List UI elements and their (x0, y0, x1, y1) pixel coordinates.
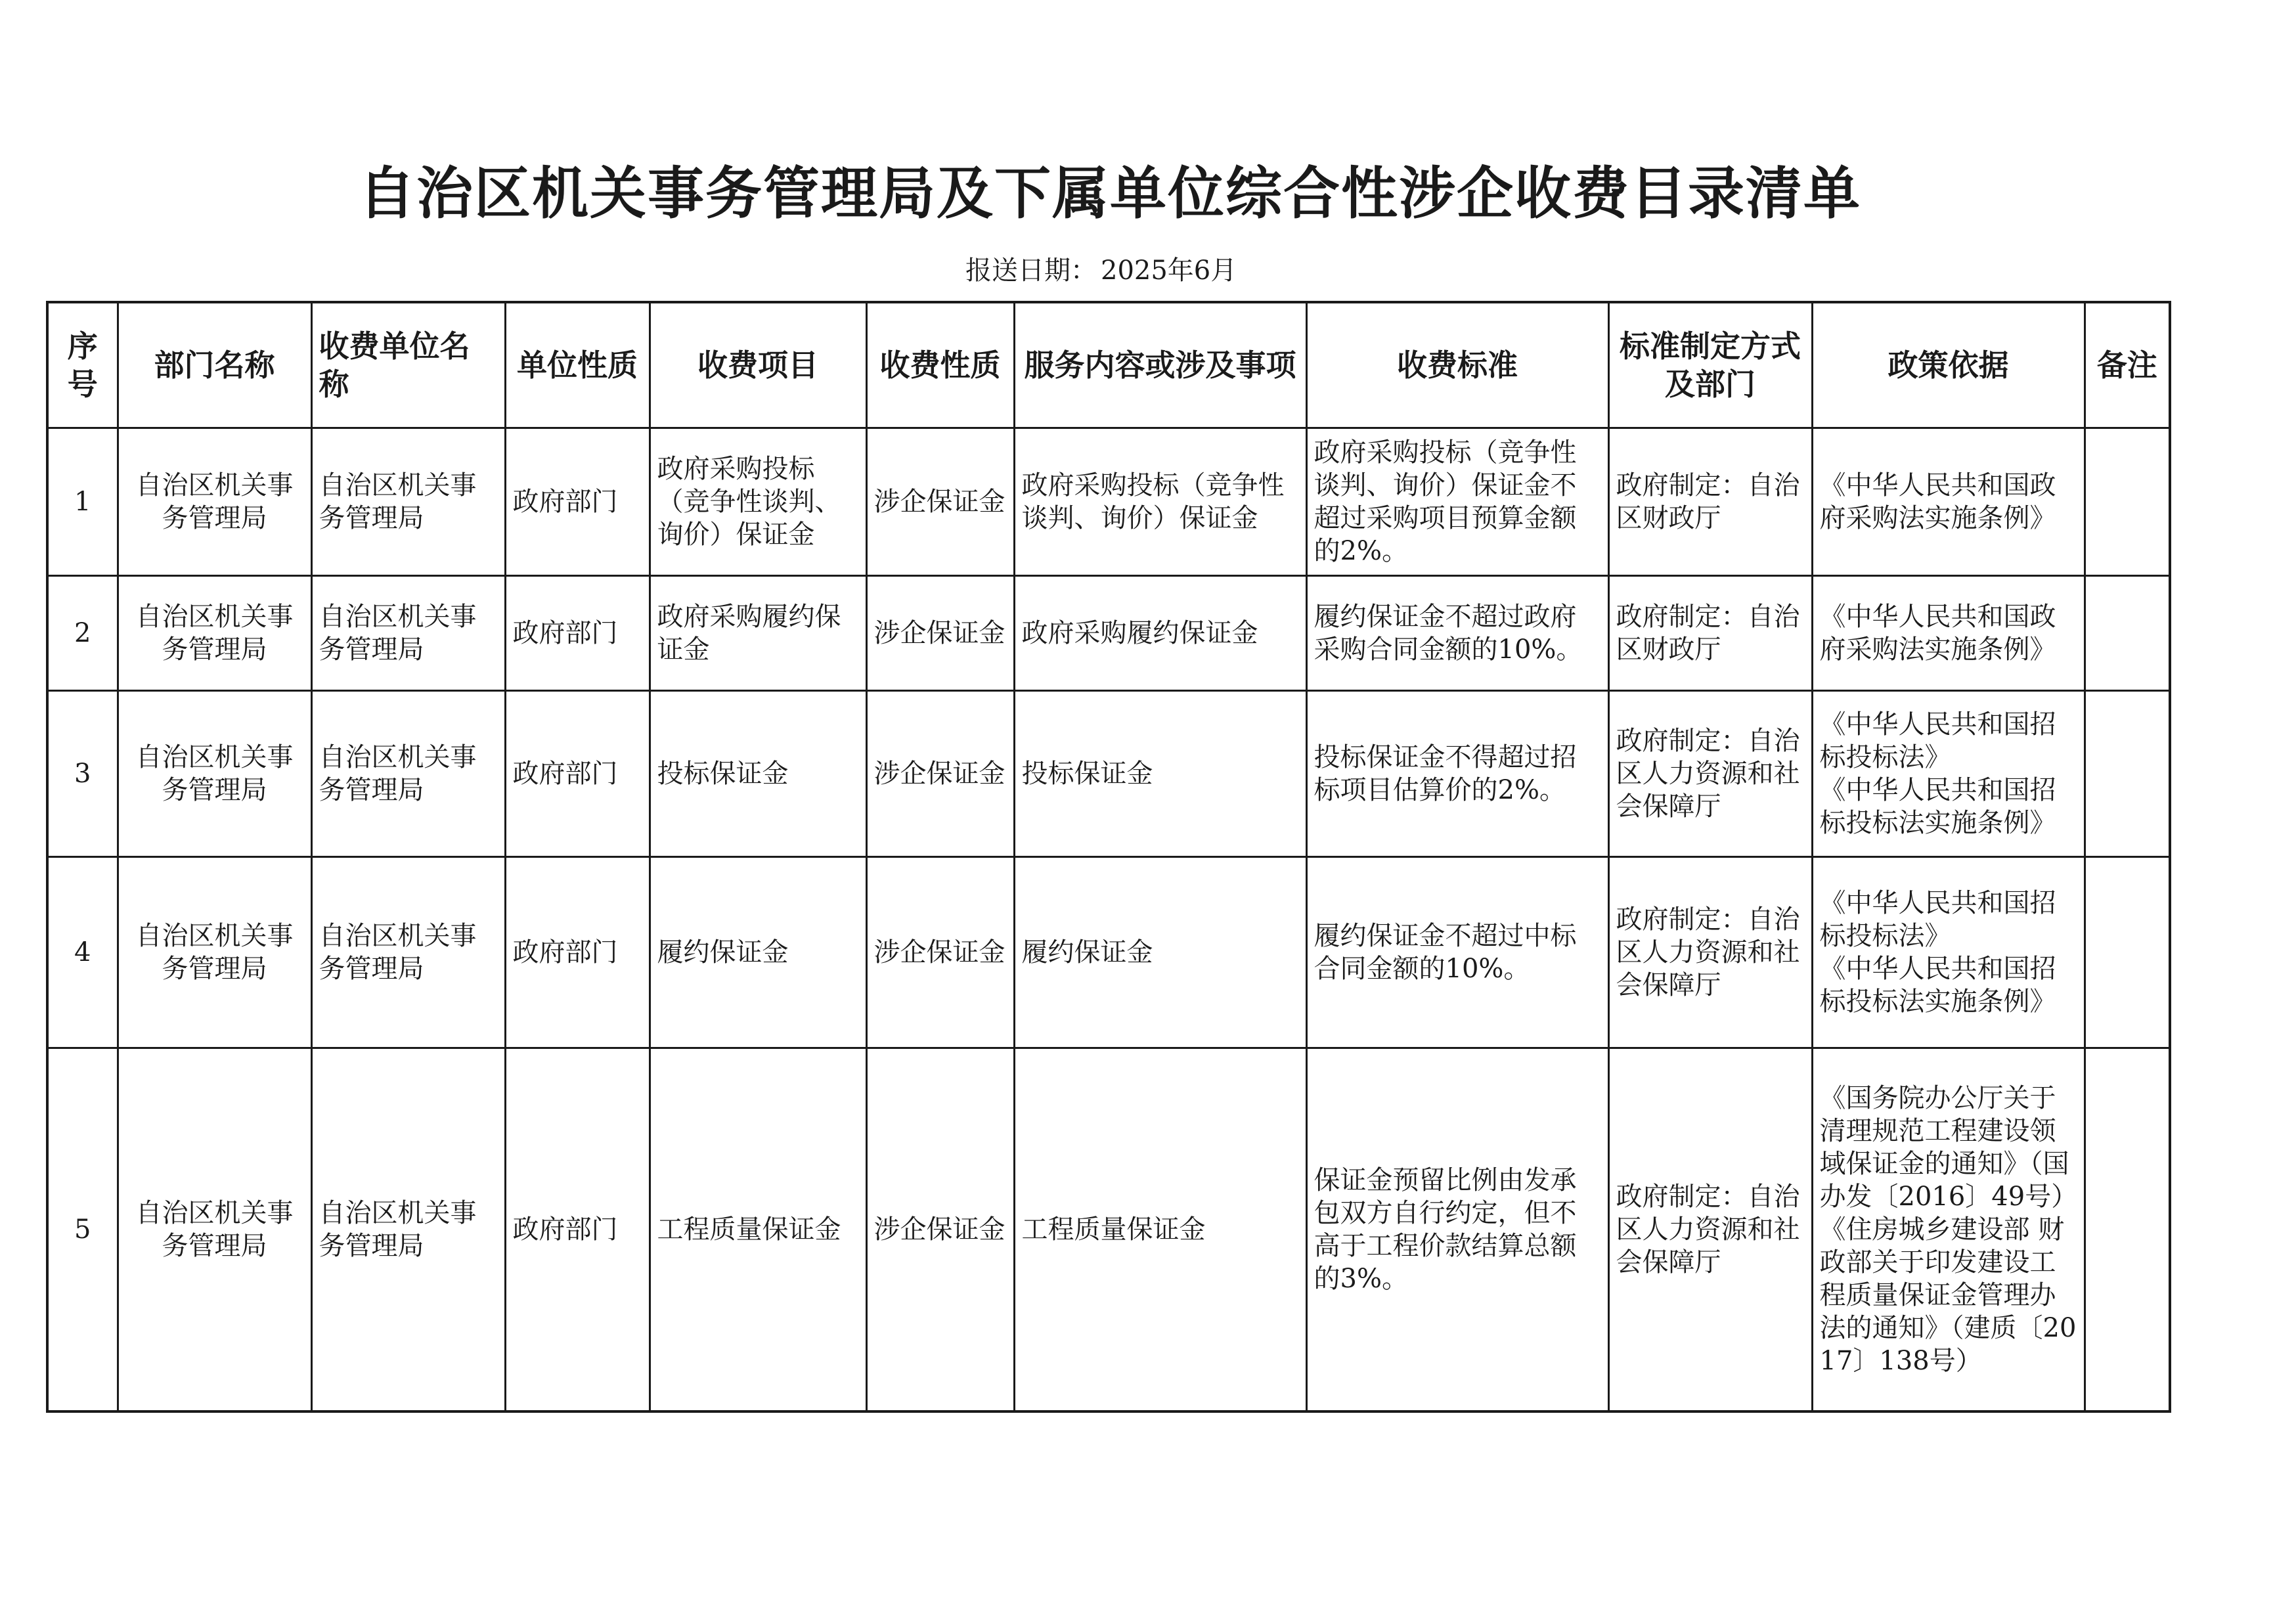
table-row (47, 428, 2170, 576)
policy-basis-item: 《中华人民共和国招标投标法》 (1819, 709, 2056, 772)
header-seq: 序号 (47, 302, 118, 428)
policy-basis-item: 《中华人民共和国招标投标法实施条例》 (1819, 775, 2056, 838)
header-basis: 政策依据 (1812, 302, 2085, 428)
cell-standard: 履约保证金不超过政府采购合同金额的10%。 (1306, 576, 1608, 691)
cell-method: 政府制定：自治区人力资源和社会保障厅 (1608, 857, 1812, 1048)
table-header-row (47, 302, 2170, 428)
header-standard: 收费标准 (1306, 302, 1608, 428)
table-row (47, 857, 2170, 1048)
policy-basis-item: 《中华人民共和国政府采购法实施条例》 (1819, 470, 2056, 533)
cell-fee-item: 投标保证金 (650, 691, 866, 857)
cell-fee-nature: 涉企保证金 (866, 576, 1014, 691)
policy-basis-item: 《中华人民共和国招标投标法实施条例》 (1819, 954, 2056, 1017)
cell-fee-item: 政府采购履约保证金 (650, 576, 866, 691)
cell-unit-nature: 政府部门 (505, 1048, 650, 1412)
header-department: 部门名称 (118, 302, 311, 428)
report-date-value: 2025年6月 (1101, 255, 1237, 286)
cell-method: 政府制定：自治区人力资源和社会保障厅 (1608, 1048, 1812, 1412)
cell-basis (1812, 576, 2085, 691)
cell-department: 自治区机关事务管理局 (118, 691, 311, 857)
header-charging-unit: 收费单位名称 (311, 302, 505, 428)
cell-charging-unit: 自治区机关事务管理局 (311, 576, 505, 691)
cell-seq: 1 (47, 428, 118, 576)
header-unit-nature: 单位性质 (505, 302, 650, 428)
cell-fee-nature: 涉企保证金 (866, 1048, 1014, 1412)
cell-basis (1812, 1048, 2085, 1412)
cell-fee-item: 履约保证金 (650, 857, 866, 1048)
cell-service: 政府采购投标（竞争性谈判、询价）保证金 (1014, 428, 1306, 576)
cell-remarks (2085, 576, 2170, 691)
cell-seq: 4 (47, 857, 118, 1048)
cell-method: 政府制定：自治区人力资源和社会保障厅 (1608, 691, 1812, 857)
cell-seq: 5 (47, 1048, 118, 1412)
cell-basis (1812, 691, 2085, 857)
cell-department: 自治区机关事务管理局 (118, 1048, 311, 1412)
policy-basis-item: 《中华人民共和国政府采购法实施条例》 (1819, 602, 2056, 665)
cell-unit-nature: 政府部门 (505, 428, 650, 576)
cell-fee-nature: 涉企保证金 (866, 428, 1014, 576)
cell-charging-unit: 自治区机关事务管理局 (311, 1048, 505, 1412)
cell-department: 自治区机关事务管理局 (118, 857, 311, 1048)
table-row (47, 576, 2170, 691)
cell-charging-unit: 自治区机关事务管理局 (311, 857, 505, 1048)
cell-service: 履约保证金 (1014, 857, 1306, 1048)
cell-standard: 保证金预留比例由发承包双方自行约定，但不高于工程价款结算总额的3%。 (1306, 1048, 1608, 1412)
cell-service: 投标保证金 (1014, 691, 1306, 857)
header-method: 标准制定方式及部门 (1608, 302, 1812, 428)
cell-fee-nature: 涉企保证金 (866, 691, 1014, 857)
cell-seq: 2 (47, 576, 118, 691)
header-fee-nature: 收费性质 (866, 302, 1014, 428)
table-row (47, 691, 2170, 857)
cell-standard: 履约保证金不超过中标合同金额的10%。 (1306, 857, 1608, 1048)
cell-method: 政府制定：自治区财政厅 (1608, 576, 1812, 691)
cell-unit-nature: 政府部门 (505, 576, 650, 691)
header-fee-item: 收费项目 (650, 302, 866, 428)
cell-department: 自治区机关事务管理局 (118, 428, 311, 576)
cell-fee-item: 政府采购投标（竞争性谈判、询价）保证金 (650, 428, 866, 576)
policy-basis-item: 《住房城乡建设部 财政部关于印发建设工程质量保证金管理办法的通知》（建质〔2017〕138号） (1819, 1214, 2077, 1376)
cell-basis (1812, 857, 2085, 1048)
header-remarks: 备注 (2085, 302, 2170, 428)
cell-department: 自治区机关事务管理局 (118, 576, 311, 691)
cell-standard: 政府采购投标（竞争性谈判、询价）保证金不超过采购项目预算金额的2%。 (1306, 428, 1608, 576)
report-date (965, 250, 1237, 287)
cell-service: 工程质量保证金 (1014, 1048, 1306, 1412)
cell-remarks (2085, 857, 2170, 1048)
cell-fee-nature: 涉企保证金 (866, 857, 1014, 1048)
policy-basis-item: 《中华人民共和国招标投标法》 (1819, 888, 2056, 951)
cell-standard: 投标保证金不得超过招标项目估算价的2%。 (1306, 691, 1608, 857)
table-row (47, 1048, 2170, 1412)
cell-fee-item: 工程质量保证金 (650, 1048, 866, 1412)
cell-unit-nature: 政府部门 (505, 691, 650, 857)
document-title: 自治区机关事务管理局及下属单位综合性涉企收费目录清单 (359, 161, 1861, 227)
report-date-label: 报送日期： (965, 255, 1097, 286)
cell-method: 政府制定：自治区财政厅 (1608, 428, 1812, 576)
cell-charging-unit: 自治区机关事务管理局 (311, 428, 505, 576)
policy-basis-item: 《国务院办公厅关于清理规范工程建设领域保证金的通知》（国办发〔2016〕49号） (1819, 1083, 2078, 1212)
cell-basis (1812, 428, 2085, 576)
cell-charging-unit: 自治区机关事务管理局 (311, 691, 505, 857)
fee-catalog-table (46, 301, 2171, 1413)
cell-service: 政府采购履约保证金 (1014, 576, 1306, 691)
cell-seq: 3 (47, 691, 118, 857)
header-service: 服务内容或涉及事项 (1014, 302, 1306, 428)
cell-remarks (2085, 428, 2170, 576)
cell-remarks (2085, 691, 2170, 857)
cell-remarks (2085, 1048, 2170, 1412)
cell-unit-nature: 政府部门 (505, 857, 650, 1048)
